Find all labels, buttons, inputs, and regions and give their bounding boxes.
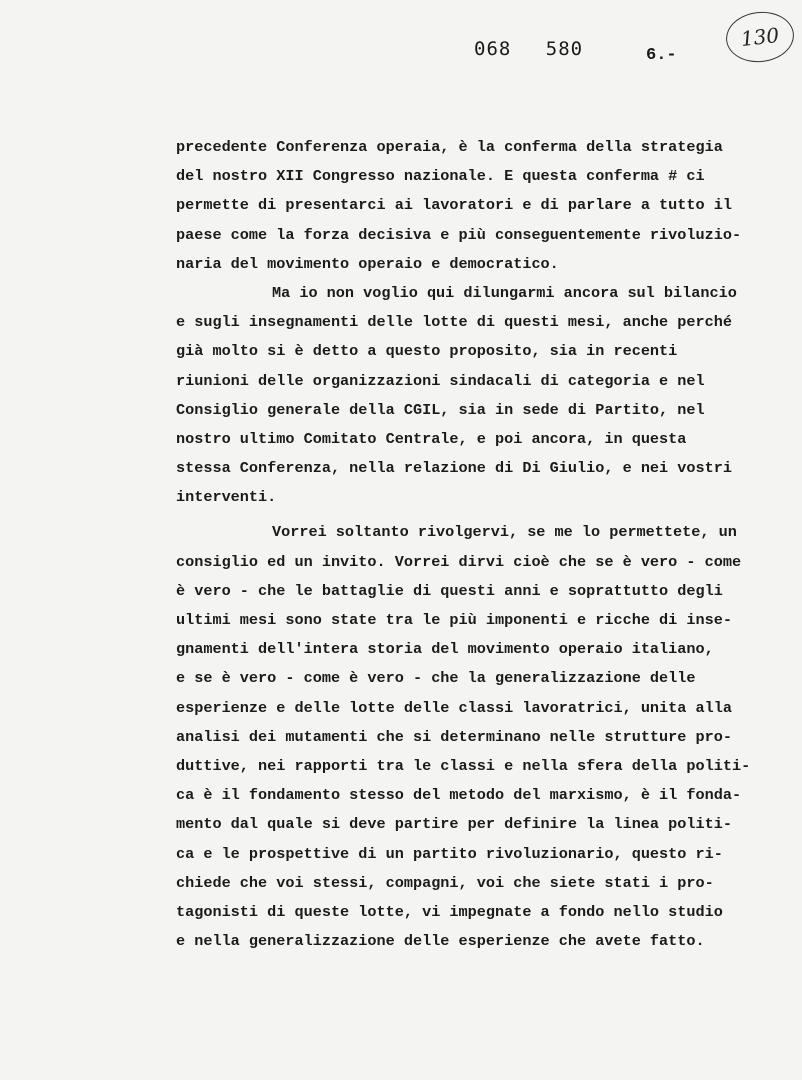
text-line: paese come la forza decisiva e più conseguentemente rivoluzio- [176, 225, 742, 244]
document-number: 068 580 [474, 38, 584, 60]
text-line: stessa Conferenza, nella relazione di Di Giulio, e nei vostri [176, 459, 732, 478]
text-line: esperienze e delle lotte delle classi lavoratrici, unita alla [176, 698, 732, 717]
text-line: chiede che voi stessi, compagni, voi che siete stati i pro- [176, 873, 714, 892]
handwritten-circled-number: 130 [724, 9, 797, 66]
paragraph [176, 279, 766, 513]
text-line: già molto si è detto a questo proposito, sia in recenti [176, 342, 678, 361]
text-line: nostro ultimo Comitato Centrale, e poi ancora, in questa [176, 429, 687, 448]
text-line: tagonisti di queste lotte, vi impegnate a fondo nello studio [176, 902, 723, 921]
text-line: e nella generalizzazione delle esperienze che avete fatto. [176, 932, 705, 951]
text-line: ca e le prospettive di un partito rivoluzionario, questo ri- [176, 844, 723, 863]
text-line: consiglio ed un invito. Vorrei dirvi cioè che se è vero - come [176, 552, 742, 571]
text-line: e se è vero - come è vero - che la generalizzazione delle [176, 669, 696, 688]
text-line: Vorrei soltanto rivolgervi, se me lo permettete, un [272, 523, 737, 542]
text-line: precedente Conferenza operaia, è la conferma della strategia [176, 138, 723, 156]
paragraph [176, 518, 766, 956]
text-line: analisi dei mutamenti che si determinano nelle strutture pro- [176, 727, 732, 746]
text-line: è vero - che le battaglie di questi anni e soprattutto degli [176, 581, 723, 600]
text-line: e sugli insegnamenti delle lotte di questi mesi, anche perché [176, 313, 732, 332]
text-line: gnamenti dell'intera storia del movimento operaio italiano, [176, 640, 714, 659]
page-number: 6.- [646, 46, 677, 65]
text-line: Ma io non voglio qui dilungarmi ancora sul bilancio [272, 283, 737, 302]
text-line: ca è il fondamento stesso del metodo del marxismo, è il fonda- [176, 786, 742, 805]
text-line: riunioni delle organizzazioni sindacali di categoria e nel [176, 371, 705, 390]
text-line: mento dal quale si deve partire per definire la linea politi- [176, 815, 732, 834]
text-line: del nostro XII Congresso nazionale. E questa conferma # ci [176, 167, 705, 186]
text-line: permette di presentarci ai lavoratori e di parlare a tutto il [176, 196, 732, 215]
paragraph [176, 133, 766, 279]
text-line: Consiglio generale della CGIL, sia in sede di Partito, nel [176, 400, 705, 419]
text-line: interventi. [176, 488, 277, 507]
document-body [176, 133, 766, 956]
text-line: ultimi mesi sono state tra le più imponenti e ricche di inse- [176, 611, 732, 629]
text-line: duttive, nei rapporti tra le classi e nella sfera della politi- [176, 756, 751, 775]
text-line: naria del movimento operaio e democratico. [176, 254, 559, 273]
